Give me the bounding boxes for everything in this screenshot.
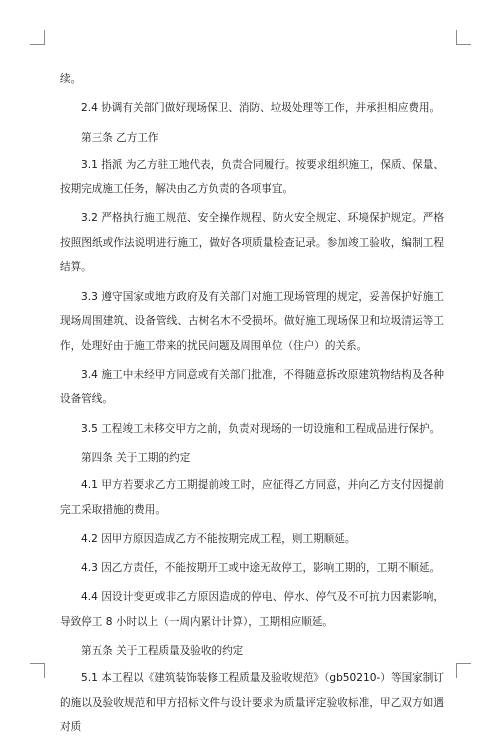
document-body bbox=[60, 67, 444, 745]
section-heading-article-3: 第三条 乙方工作 bbox=[81, 131, 159, 144]
paragraph-2-4: 2.4 协调有关部门做好现场保卫、消防、垃圾处理等工作，并承担相应费用。 bbox=[81, 102, 441, 115]
paragraph-3-4: 3.4 施工中未经甲方同意或有关部门批准，不得随意拆改原建筑物结构及各种设备管线。 bbox=[60, 368, 444, 406]
paragraph-5-1: 5.1 本工程以《建筑装饰装修工程质量及验收规范》（gb50210-）等国家制订的施以及验收规范和甲方招标文件与设计要求为质量评定验收标准，甲乙双方如遇对质 bbox=[60, 672, 444, 734]
paragraph-4-3: 4.3 因乙方责任，不能按期开工或中途无故停工，影响工期的，工期不顺延。 bbox=[81, 562, 441, 575]
paragraph-3-3: 3.3 遵守国家或地方政府及有关部门对施工现场管理的规定，妥善保护好施工现场周围建筑、设备管线、古树名木不受损坏。做好施工现场保卫和垃圾清运等工作，处理好由于施工带来的扰民问题及周围单位（住户）的关系。 bbox=[60, 290, 444, 352]
paragraph-4-4: 4.4 因设计变更或非乙方原因造成的停电、停水、停气及不可抗力因素影响，导致停工 8 小时以上（一周内累计计算），工期相应顺延。 bbox=[60, 591, 444, 628]
paragraph-3-5: 3.5 工程竣工未移交甲方之前，负责对现场的一切设施和工程成品进行保护。 bbox=[81, 422, 441, 435]
section-heading-article-4: 第四条 关于工期的约定 bbox=[81, 452, 191, 465]
crop-mark-top-left bbox=[30, 30, 45, 45]
crop-mark-top-right bbox=[456, 30, 471, 45]
paragraph-continuation: 续。 bbox=[60, 73, 82, 85]
crop-mark-bottom-left bbox=[30, 663, 45, 678]
paragraph-3-1: 3.1 指派 为乙方驻工地代表，负责合同履行。按要求组织施工，保质、保量、按期完成施工任务，解决由乙方负责的各项事宜。 bbox=[60, 158, 444, 196]
paragraph-3-2: 3.2 严格执行施工规范、安全操作规程、防火安全规定、环境保护规定。严格按照图纸或作法说明进行施工，做好各项质量检查记录。参加竣工验收，编制工程结算。 bbox=[60, 212, 444, 274]
paragraph-4-1: 4.1 甲方若要求乙方工期提前竣工时，应征得乙方同意，并向乙方支付因提前完工采取措施的费用。 bbox=[60, 479, 444, 516]
crop-mark-bottom-right bbox=[456, 663, 471, 678]
section-heading-article-5: 第五条 关于工程质量及验收的约定 bbox=[81, 645, 244, 658]
paragraph-4-2: 4.2 因甲方原因造成乙方不能按期完成工程，则工期顺延。 bbox=[81, 532, 356, 545]
